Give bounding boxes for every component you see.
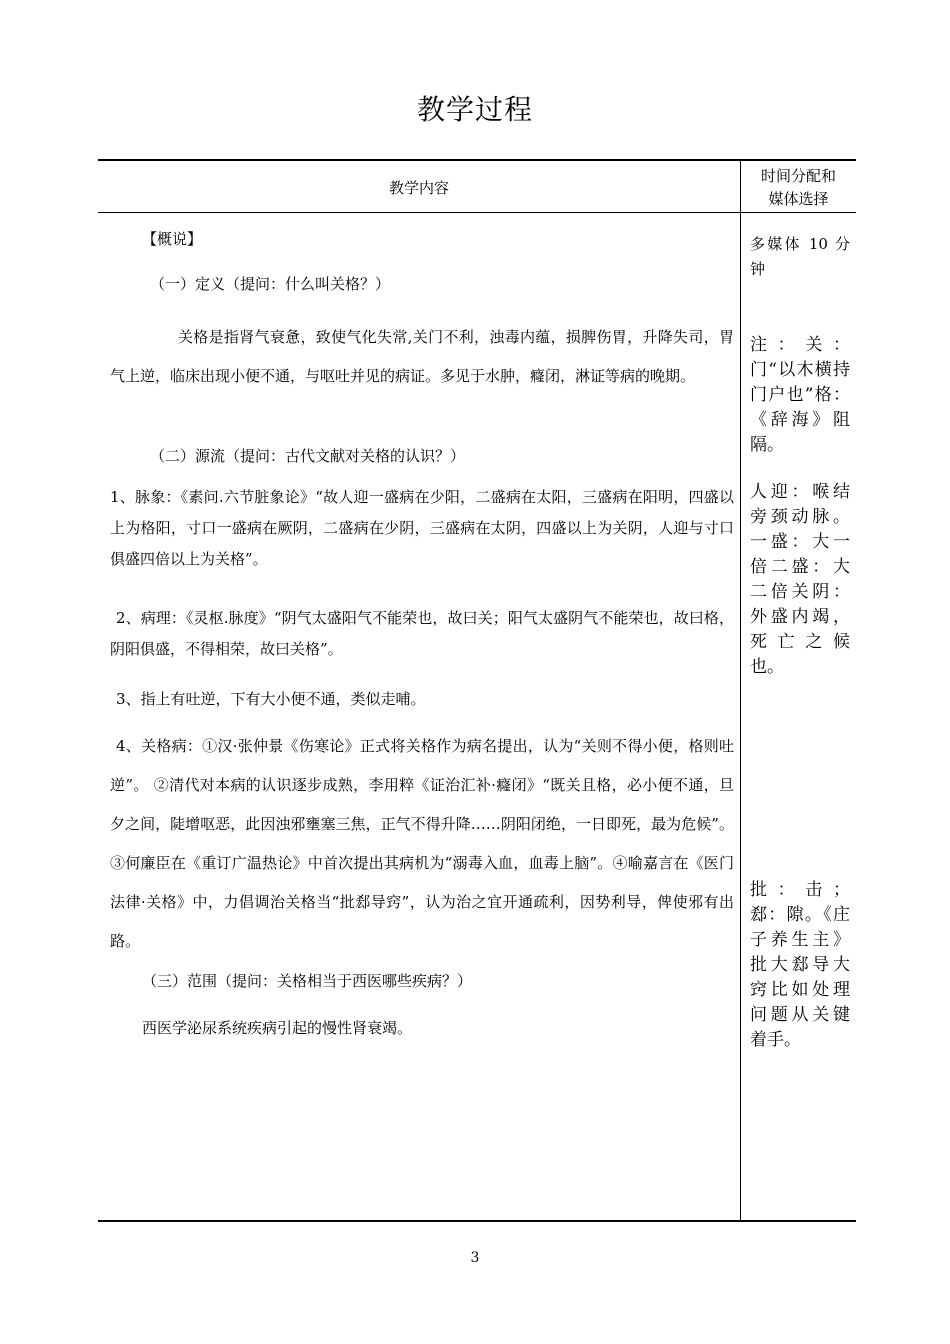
item-symptom: 3、指上有吐逆，下有大小便不通，类似走哺。 (116, 690, 426, 708)
header-side-label-line1: 时间分配和 (760, 167, 836, 185)
item-pathology: 2、病理：《灵枢.脉度》“阴气太盛阳气不能荣也，故曰关；阳气太盛阴气不能荣也，故曰格，阴阳俱盛，不得相荣，故曰关格”。 (110, 609, 734, 658)
side-note-phrase-text: 批：击；郄：隙。《庄子养生主》批大郄导大窍比如处理问题从关键着手。 (750, 880, 850, 1050)
section-heading: 【概说】 (142, 230, 203, 248)
question-definition: （一）定义（提问：什么叫关格？） (150, 275, 391, 293)
side-note-phrase (750, 878, 850, 1053)
question-origin: （二）源流（提问：古代文献对关格的认识？） (150, 447, 466, 465)
table-bottom-border (98, 1220, 856, 1222)
header-content-label: 教学内容 (388, 179, 449, 197)
page-number: 3 (470, 1250, 480, 1266)
table-header-divider (98, 212, 856, 213)
header-side-label-line2: 媒体选择 (768, 190, 829, 208)
side-note-pulse (750, 480, 850, 680)
item-pulse: 1、脉象：《素问.六节脏象论》“故人迎一盛病在少阳，二盛病在太阳，三盛病在阳明，四盛以上为格阳，寸口一盛病在厥阴，二盛病在少阴，三盛病在太阴，四盛以上为关阴，人迎与寸口俱盛四倍以上为关格”。 (110, 488, 734, 568)
table-top-border (98, 159, 856, 161)
page-title: 教学过程 (416, 93, 533, 126)
side-note-definition-text: 注：关：门“以木横持门户也”格：《辞海》阻隔。 (750, 335, 850, 455)
side-note-media-text: 多媒体 10 分钟 (750, 235, 850, 278)
paragraph-scope: 西医学泌尿系统疾病引起的慢性肾衰竭。 (142, 1019, 413, 1037)
side-note-definition (750, 333, 850, 458)
side-note-pulse-text: 人迎：喉结旁颈动脉。一盛：大一倍二盛：大二倍关阴：外盛内竭，死亡之候也。 (750, 482, 850, 677)
item-disease: 4、关格病：①汉·张仲景《伤寒论》正式将关格作为病名提出，认为“关则不得小便，格则吐逆”。 ②清代对本病的认识逐步成熟，李用粹《证治汇补·癃闭》“既关且格，必小便不通，旦夕之间，陡增呕恶，此因浊邪壅塞三焦，正气不得升降……阴阳闭绝，一日即死，最为危候”。③何廉臣在《重订广温热论》中首次提出其病机为“溺毒入血，血毒上脑”。④喻嘉言在《医门法律·关格》中，力倡调治关格当“批郄导窍”，认为治之宜开通疏利，因势利导，俾使邪有出路。 (110, 737, 734, 950)
side-note-media (750, 232, 850, 282)
paragraph-definition: 关格是指肾气衰惫，致使气化失常,关门不利，浊毒内蕴，损脾伤胃，升降失司，胃气上逆，临床出现小便不通，与呕吐并见的病证。多见于水肿，癃闭，淋证等病的晚期。 (110, 328, 734, 385)
table-column-divider (740, 159, 741, 1222)
question-scope: （三）范围（提问：关格相当于西医哪些疾病？） (142, 972, 473, 990)
